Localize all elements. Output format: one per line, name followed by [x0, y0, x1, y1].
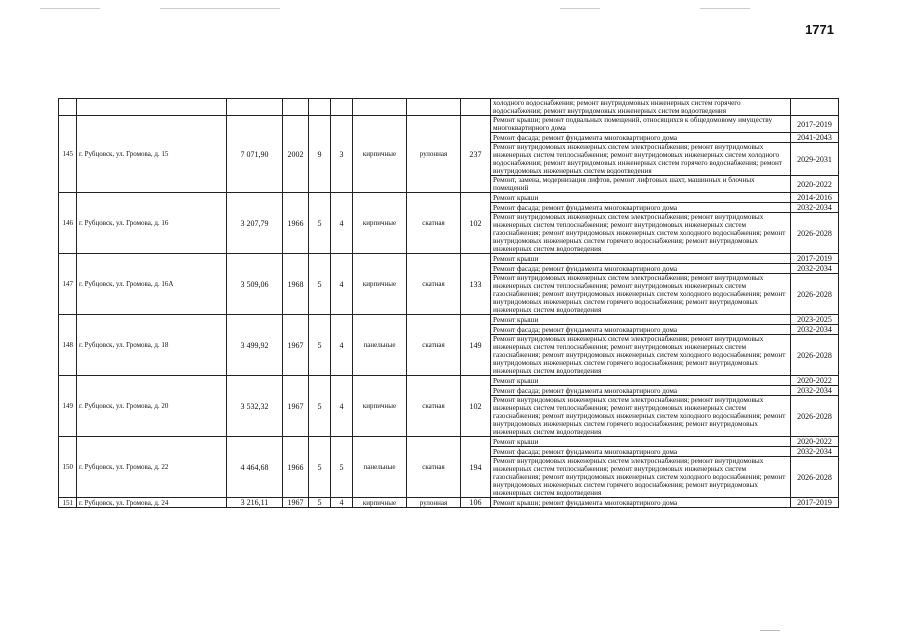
residents-cell: 149 — [461, 315, 491, 376]
floors-cell: 9 — [309, 116, 331, 193]
work-period: 2017-2019 — [791, 254, 839, 264]
work-period: 2032-2034 — [791, 386, 839, 396]
entrances-cell: 3 — [331, 116, 353, 193]
cell-empty — [461, 99, 491, 116]
address-cell: г. Рубцовск, ул. Громова, д. 18 — [77, 315, 227, 376]
residents-cell: 102 — [461, 193, 491, 254]
work-description: Ремонт крыши — [491, 254, 791, 264]
table-row — [59, 254, 839, 264]
work-description: Ремонт крыши; ремонт фундамента многоквартирного дома — [491, 498, 791, 508]
roof-cell: скатная — [407, 315, 461, 376]
residents-cell: 102 — [461, 376, 491, 437]
work-period: 2026-2028 — [791, 274, 839, 315]
work-description: Ремонт крыши — [491, 193, 791, 203]
table-row — [59, 498, 839, 508]
work-description: Ремонт фасада; ремонт фундамента многоквартирного дома — [491, 447, 791, 457]
work-description: Ремонт крыши — [491, 437, 791, 447]
row-number: 149 — [59, 376, 77, 437]
area-cell: 3 532,32 — [227, 376, 283, 437]
walls-cell: кирпичные — [353, 116, 407, 193]
residents-cell: 237 — [461, 116, 491, 193]
work-description: Ремонт крыши; ремонт подвальных помещений, относящихся к общедомовому имуществу многоквартирного дома — [491, 116, 791, 133]
work-description: Ремонт фасада; ремонт фундамента многоквартирного дома — [491, 386, 791, 396]
floors-cell: 5 — [309, 193, 331, 254]
work-period: 2026-2028 — [791, 213, 839, 254]
work-description: Ремонт, замена, модернизация лифтов, ремонт лифтовых шахт, машинных и блочных помещений — [491, 176, 791, 193]
work-period: 2041-2043 — [791, 133, 839, 143]
page-number: 1771 — [805, 22, 834, 37]
entrances-cell: 4 — [331, 498, 353, 508]
entrances-cell: 4 — [331, 315, 353, 376]
residents-cell: 194 — [461, 437, 491, 498]
work-period: 2029-2031 — [791, 143, 839, 176]
work-period: 2032-2034 — [791, 325, 839, 335]
capital-repair-table — [58, 98, 839, 508]
year-cell: 1966 — [283, 193, 309, 254]
cell-empty — [331, 99, 353, 116]
row-number: 147 — [59, 254, 77, 315]
area-cell: 3 499,92 — [227, 315, 283, 376]
area-cell: 3 216,11 — [227, 498, 283, 508]
cell-empty — [791, 99, 839, 116]
continuation-row — [59, 99, 839, 116]
walls-cell: панельные — [353, 437, 407, 498]
year-cell: 1967 — [283, 315, 309, 376]
row-number: 146 — [59, 193, 77, 254]
work-period: 2032-2034 — [791, 447, 839, 457]
floors-cell: 5 — [309, 254, 331, 315]
area-cell: 7 071,90 — [227, 116, 283, 193]
roof-cell: рулонная — [407, 116, 461, 193]
row-number: 145 — [59, 116, 77, 193]
floors-cell: 5 — [309, 498, 331, 508]
table-row — [59, 437, 839, 447]
walls-cell: кирпичные — [353, 193, 407, 254]
work-description: Ремонт внутридомовых инженерных систем электроснабжения; ремонт внутридомовых инженерных систем теплоснабжения; ремонт внутридомовых инженерных систем газоснабжения; ремонт внутридомовых инженерных систем холодного водоснабжения; ремонт внутридомовых инженерных систем горячего водоснабжения; ремонт внутридомовых инженерных систем водоотведения — [491, 396, 791, 437]
row-number: 150 — [59, 437, 77, 498]
walls-cell: панельные — [353, 315, 407, 376]
work-period: 2032-2034 — [791, 203, 839, 213]
area-cell: 3 207,79 — [227, 193, 283, 254]
roof-cell: скатная — [407, 193, 461, 254]
table-row — [59, 193, 839, 203]
address-cell: г. Рубцовск, ул. Громова, д. 20 — [77, 376, 227, 437]
work-description: Ремонт фасада; ремонт фундамента многоквартирного дома — [491, 264, 791, 274]
work-period: 2032-2034 — [791, 264, 839, 274]
work-period: 2017-2019 — [791, 498, 839, 508]
address-cell: г. Рубцовск, ул. Громова, д. 16 — [77, 193, 227, 254]
year-cell: 1967 — [283, 498, 309, 508]
work-period: 2020-2022 — [791, 176, 839, 193]
row-number: 151 — [59, 498, 77, 508]
work-description: Ремонт фасада; ремонт фундамента многоквартирного дома — [491, 203, 791, 213]
year-cell: 2002 — [283, 116, 309, 193]
entrances-cell: 4 — [331, 376, 353, 437]
year-cell: 1967 — [283, 376, 309, 437]
work-description: Ремонт фасада; ремонт фундамента многоквартирного дома — [491, 325, 791, 335]
cell-empty — [77, 99, 227, 116]
work-period: 2020-2022 — [791, 437, 839, 447]
walls-cell: кирпичные — [353, 376, 407, 437]
row-number: 148 — [59, 315, 77, 376]
continuation-work: холодного водоснабжения; ремонт внутридомовых инженерных систем горячего водоснабжения; ремонт внутридомовых инженерных систем водоотведения — [491, 99, 791, 116]
work-description: Ремонт внутридомовых инженерных систем электроснабжения; ремонт внутридомовых инженерных систем теплоснабжения; ремонт внутридомовых инженерных систем газоснабжения; ремонт внутридомовых инженерных систем холодного водоснабжения; ремонт внутридомовых инженерных систем горячего водоснабжения; ремонт внутридомовых инженерных систем водоотведения — [491, 457, 791, 498]
work-period: 2017-2019 — [791, 116, 839, 133]
table-row — [59, 376, 839, 386]
work-description: Ремонт крыши — [491, 315, 791, 325]
walls-cell: кирпичные — [353, 498, 407, 508]
residents-cell: 133 — [461, 254, 491, 315]
roof-cell: скатная — [407, 254, 461, 315]
year-cell: 1968 — [283, 254, 309, 315]
work-description: Ремонт внутридомовых инженерных систем электроснабжения; ремонт внутридомовых инженерных систем теплоснабжения; ремонт внутридомовых инженерных систем холодного водоснабжения; ремонт внутридомовых инженерных систем горячего водоснабжения; ремонт внутридомовых инженерных систем водоотведения — [491, 143, 791, 176]
work-description: Ремонт фасада; ремонт фундамента многоквартирного дома — [491, 133, 791, 143]
year-cell: 1966 — [283, 437, 309, 498]
address-cell: г. Рубцовск, ул. Громова, д. 16А — [77, 254, 227, 315]
address-cell: г. Рубцовск, ул. Громова, д. 24 — [77, 498, 227, 508]
cell-empty — [309, 99, 331, 116]
roof-cell: скатная — [407, 376, 461, 437]
cell-empty — [407, 99, 461, 116]
address-cell: г. Рубцовск, ул. Громова, д. 15 — [77, 116, 227, 193]
work-description: Ремонт внутридомовых инженерных систем электроснабжения; ремонт внутридомовых инженерных систем теплоснабжения; ремонт внутридомовых инженерных систем газоснабжения; ремонт внутридомовых инженерных систем холодного водоснабжения; ремонт внутридомовых инженерных систем горячего водоснабжения; ремонт внутридомовых инженерных систем водоотведения — [491, 335, 791, 376]
walls-cell: кирпичные — [353, 254, 407, 315]
work-period: 2020-2022 — [791, 376, 839, 386]
cell-empty — [353, 99, 407, 116]
cell-empty — [283, 99, 309, 116]
entrances-cell: 5 — [331, 437, 353, 498]
entrances-cell: 4 — [331, 193, 353, 254]
roof-cell: рулонная — [407, 498, 461, 508]
work-period: 2014-2016 — [791, 193, 839, 203]
residents-cell: 106 — [461, 498, 491, 508]
floors-cell: 5 — [309, 376, 331, 437]
work-description: Ремонт крыши — [491, 376, 791, 386]
entrances-cell: 4 — [331, 254, 353, 315]
work-period: 2026-2028 — [791, 396, 839, 437]
work-period: 2023-2025 — [791, 315, 839, 325]
work-description: Ремонт внутридомовых инженерных систем электроснабжения; ремонт внутридомовых инженерных систем теплоснабжения; ремонт внутридомовых инженерных систем газоснабжения; ремонт внутридомовых инженерных систем холодного водоснабжения; ремонт внутридомовых инженерных систем горячего водоснабжения; ремонт внутридомовых инженерных систем водоотведения — [491, 213, 791, 254]
floors-cell: 5 — [309, 437, 331, 498]
cell-empty — [59, 99, 77, 116]
table-row — [59, 315, 839, 325]
address-cell: г. Рубцовск, ул. Громова, д. 22 — [77, 437, 227, 498]
cell-empty — [227, 99, 283, 116]
work-period: 2026-2028 — [791, 457, 839, 498]
work-description: Ремонт внутридомовых инженерных систем электроснабжения; ремонт внутридомовых инженерных систем теплоснабжения; ремонт внутридомовых инженерных систем газоснабжения; ремонт внутридомовых инженерных систем холодного водоснабжения; ремонт внутридомовых инженерных систем горячего водоснабжения; ремонт внутридомовых инженерных систем водоотведения — [491, 274, 791, 315]
area-cell: 4 464,68 — [227, 437, 283, 498]
floors-cell: 5 — [309, 315, 331, 376]
area-cell: 3 509,06 — [227, 254, 283, 315]
work-period: 2026-2028 — [791, 335, 839, 376]
table-row — [59, 116, 839, 133]
roof-cell: скатная — [407, 437, 461, 498]
